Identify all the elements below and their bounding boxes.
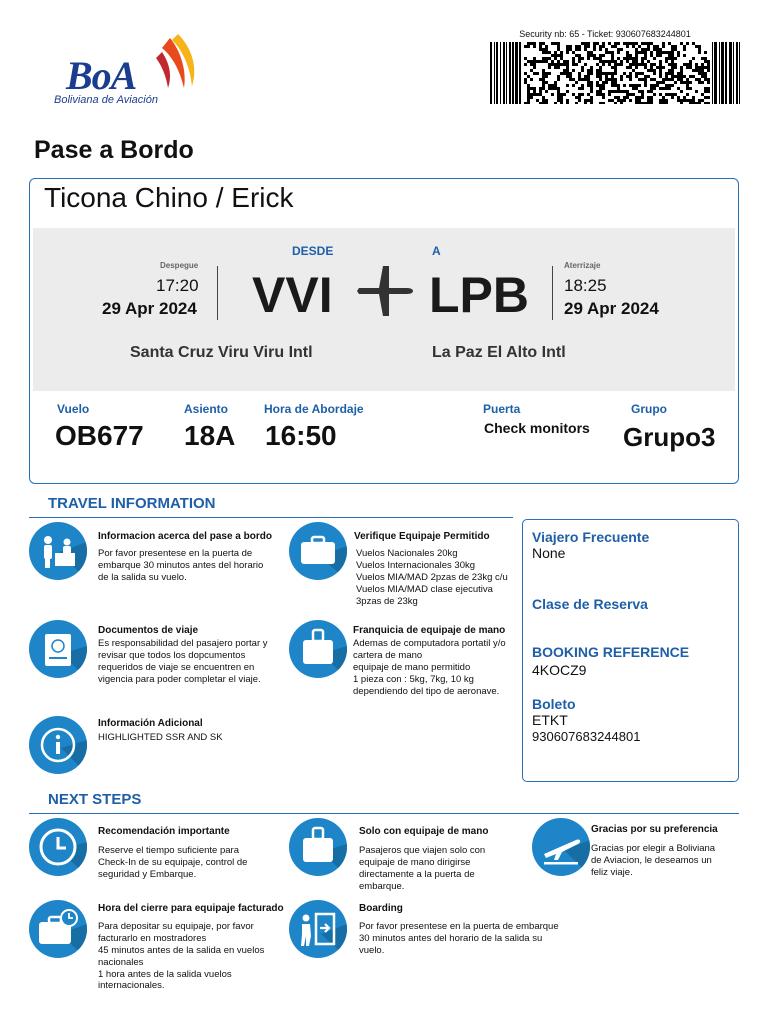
origin-code: VVI — [252, 267, 333, 323]
ns-item-0-body — [98, 845, 247, 881]
ns-item-3-line: facturarlo en mostradores — [98, 932, 207, 944]
checkin-desk-icon — [29, 522, 87, 580]
ti-item-4-line: HIGHLIGHTED SSR AND SK — [98, 732, 223, 743]
ticket-type: ETKT — [532, 712, 568, 728]
plane-takeoff-icon — [532, 818, 590, 876]
hand-baggage-icon — [289, 620, 347, 678]
ns-item-1-line: equipaje de mano dirigirse — [359, 856, 471, 868]
ti-item-3-line: 1 pieza con : 5kg, 7kg, 10 kg — [353, 673, 474, 685]
ns-item-4-title: Boarding — [359, 903, 403, 914]
suitcase-icon — [289, 522, 347, 580]
boarding-time-label: Hora de Abordaje — [264, 402, 364, 416]
ti-item-2-body — [98, 638, 268, 686]
ns-item-3-title: Hora del cierre para equipaje facturado — [98, 903, 284, 914]
ti-item-1-title: Verifique Equipaje Permitido — [354, 531, 490, 542]
to-label: A — [432, 244, 441, 258]
next-steps-title: NEXT STEPS — [48, 791, 142, 808]
destination-airport: La Paz El Alto Intl — [432, 344, 566, 361]
gate-value: Check monitors — [484, 420, 590, 436]
passport-icon — [29, 620, 87, 678]
seat-label: Asiento — [184, 402, 229, 416]
logo-subtitle: Boliviana de Aviación — [54, 94, 158, 106]
ns-item-2-title: Gracias por su preferencia — [591, 824, 718, 835]
ns-item-3-line: internacionales. — [98, 980, 165, 992]
ti-item-1-line: Vuelos Internacionales 30kg — [356, 559, 476, 571]
ti-item-4-title: Información Adicional — [98, 718, 203, 729]
ns-item-4-line: 30 minutos antes del horario de la salida su — [359, 932, 543, 944]
next-steps-divider — [29, 813, 739, 814]
ti-item-1-line: Vuelos MIA/MAD 2pzas de 23kg c/u — [356, 571, 508, 583]
ti-item-3-line: Ademas de computadora portatil y/o — [353, 638, 506, 649]
hand-baggage-icon — [289, 818, 347, 876]
ti-item-0-line: Por favor presentese en la puerta de — [98, 548, 253, 559]
flight-label: Vuelo — [57, 402, 90, 416]
page-title: Pase a Bordo — [34, 136, 194, 164]
departure-label: Despegue — [160, 261, 199, 270]
ti-item-1-line: 3pzas de 23kg — [356, 595, 418, 607]
info-icon — [29, 716, 87, 774]
ns-item-1-title: Solo con equipaje de mano — [359, 826, 489, 837]
ns-item-3-line: Para depositar su equipaje, por favor — [98, 921, 254, 932]
ns-item-3-line: 1 hora antes de la salida vuelos — [98, 968, 232, 980]
ticket-number: 930607683244801 — [532, 729, 641, 744]
security-ticket-line: Security nb: 65 - Ticket: 930607683244801 — [519, 29, 691, 39]
ns-item-0-line: Check-In de su equipaje, control de — [98, 856, 248, 868]
ti-item-0-line: embarque 30 minutos antes del horario — [98, 559, 264, 571]
destination-code: LPB — [429, 267, 529, 323]
flight-number: OB677 — [55, 420, 144, 451]
ns-item-3-line: nacionales — [98, 956, 144, 968]
ti-item-0-line: de la salida su vuelo. — [98, 571, 187, 583]
ti-item-1-line: Vuelos Nacionales 20kg — [356, 548, 458, 559]
ns-item-1-line: Pasajeros que viajen solo con — [359, 845, 486, 856]
ti-item-3-line: cartera de mano — [353, 649, 423, 661]
ti-item-0-title: Informacion acerca del pase a bordo — [98, 531, 272, 542]
group-label: Grupo — [631, 402, 667, 416]
ns-item-1-body — [359, 845, 485, 893]
travel-information-divider — [29, 517, 513, 518]
departure-divider — [217, 266, 218, 320]
ns-item-3-body — [98, 921, 264, 992]
ns-item-2-line: de Aviacion, le deseamos un — [591, 854, 712, 866]
ns-item-2-line: feliz viaje. — [591, 866, 633, 878]
ti-item-3-line: equipaje de mano permitido — [353, 661, 471, 673]
from-label: DESDE — [292, 244, 334, 258]
departure-time: 17:20 — [156, 276, 199, 295]
travel-information-title: TRAVEL INFORMATION — [48, 495, 216, 512]
arrival-time: 18:25 — [564, 276, 607, 295]
ticket-label: Boleto — [532, 696, 576, 712]
arrival-date: 29 Apr 2024 — [564, 299, 659, 318]
ti-item-4-body — [98, 732, 223, 744]
ns-item-0-line: Reserve el tiempo suficiente para — [98, 845, 239, 856]
booking-reference-label: BOOKING REFERENCE — [532, 644, 690, 660]
arrival-label: Aterrizaje — [564, 261, 601, 270]
boa-logo — [52, 30, 222, 110]
ti-item-2-line: requeridos de viaje se encuentren en — [98, 661, 255, 673]
ns-item-1-line: directamente a la puerta de — [359, 868, 475, 880]
departure-date: 29 Apr 2024 — [102, 299, 197, 318]
origin-airport: Santa Cruz Viru Viru Intl — [130, 344, 313, 361]
seat-number: 18A — [184, 420, 236, 451]
ns-item-2-body — [591, 843, 715, 879]
frequent-flyer-label: Viajero Frecuente — [532, 529, 650, 545]
ti-item-3-body — [353, 638, 506, 697]
ns-item-4-line: vuelo. — [359, 944, 385, 956]
ns-item-1-line: embarque. — [359, 880, 405, 892]
booking-reference-value: 4KOCZ9 — [532, 662, 587, 678]
ti-item-1-line: Vuelos MIA/MAD clase ejecutiva — [356, 583, 493, 595]
bag-clock-icon — [29, 900, 87, 958]
ti-item-2-line: vigencia para poder completar el viaje. — [98, 673, 261, 685]
passenger-name: Ticona Chino / Erick — [44, 182, 294, 213]
boarding-time: 16:50 — [265, 420, 337, 451]
logo-wordmark: BoA — [66, 53, 137, 98]
ti-item-2-line: Es responsabilidad del pasajero portar y — [98, 638, 268, 649]
ns-item-2-line: Gracias por elegir a Boliviana — [591, 843, 716, 854]
ns-item-4-line: Por favor presentese en la puerta de embarque — [359, 921, 559, 932]
arrival-divider — [552, 266, 553, 320]
ti-item-0-body — [98, 548, 263, 584]
barcode-image — [490, 42, 740, 104]
boarding-door-icon — [289, 900, 347, 958]
ti-item-3-title: Franquicia de equipaje de mano — [353, 625, 506, 636]
ti-item-2-line: revisar que todos los dopcumentos — [98, 649, 246, 661]
booking-class-label: Clase de Reserva — [532, 596, 648, 612]
ti-item-3-line: dependiendo del tipo de aeronave. — [353, 685, 500, 697]
ns-item-0-title: Recomendación importante — [98, 826, 230, 837]
ti-item-1-body — [356, 548, 508, 607]
ti-item-2-title: Documentos de viaje — [98, 625, 199, 636]
ns-item-4-body — [359, 921, 559, 957]
airplane-icon — [355, 258, 417, 324]
ns-item-3-line: 45 minutos antes de la salida en vuelos — [98, 944, 265, 956]
frequent-flyer-value: None — [532, 545, 566, 561]
gate-label: Puerta — [483, 402, 521, 416]
ns-item-0-line: seguridad y Embarque. — [98, 868, 197, 880]
clock-icon — [29, 818, 87, 876]
group-value: Grupo3 — [623, 422, 716, 452]
